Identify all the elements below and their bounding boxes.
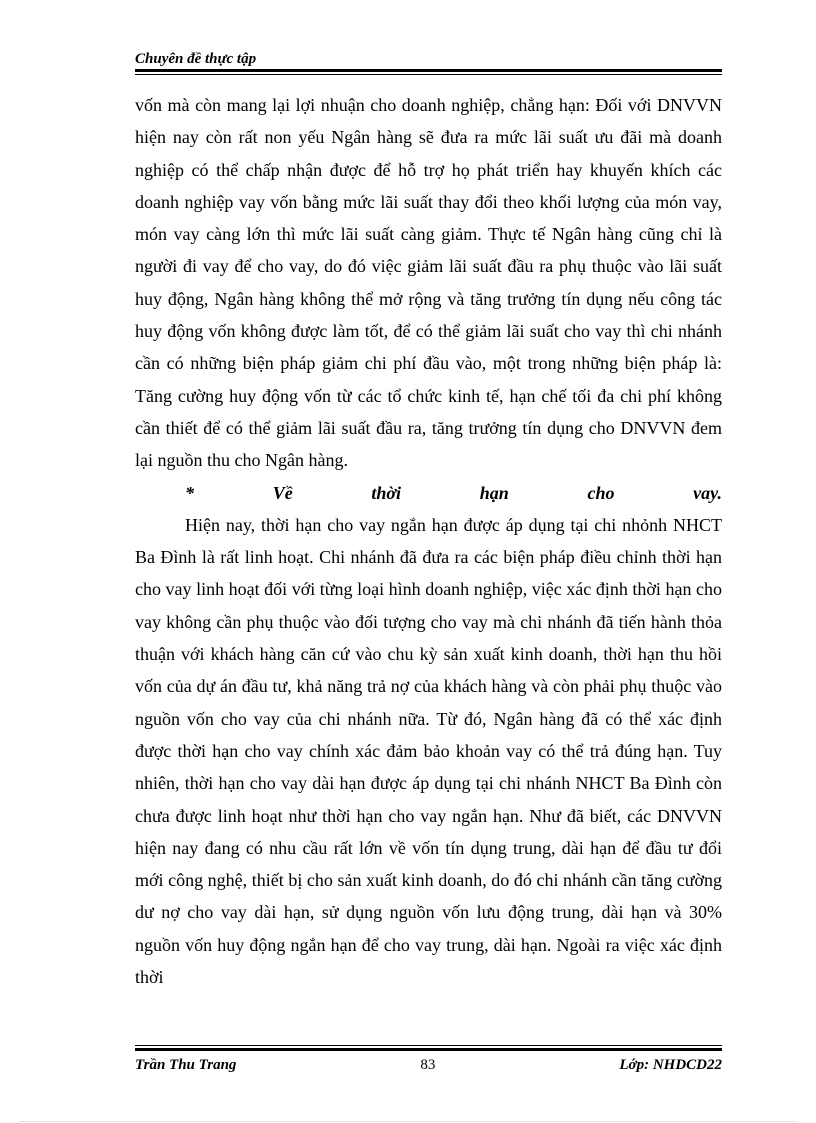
header-rule-thin — [135, 74, 722, 75]
subheading-word: thời — [371, 482, 402, 503]
paragraph-2: Hiện nay, thời hạn cho vay ngắn hạn được áp dụng tại chi nhỏnh NHCT Ba Đình là rất linh hoạt. Chi nhánh đã đưa ra các biện pháp điều chỉnh thời hạn cho vay linh hoạt đối với từng loại hình doanh nghiệp, việc xác định thời hạn cho vay không cần phụ thuộc vào đối tượng cho vay mà chi nhánh đã tiến hành thỏa thuận với khách hàng căn cứ vào chu kỳ sản xuất kinh doanh, thời hạn thu hồi vốn của dự án đầu tư, khả năng trả nợ của khách hàng và còn phải phụ thuộc vào nguồn vốn cho vay của chi nhánh nữa. Từ đó, Ngân hàng đã có thể xác định được thời hạn cho vay chính xác đảm bảo khoản vay có thể trả đúng hạn. Tuy nhiên, thời hạn cho vay dài hạn được áp dụng tại chi nhánh NHCT Ba Đình còn chưa được linh hoạt như thời hạn cho vay ngắn hạn. Như đã biết, các DNVVN hiện nay đang có nhu cầu rất lớn về vốn tín dụng trung, dài hạn để đầu tư đổi mới công nghệ, thiết bị cho sản xuất kinh doanh, do đó chi nhánh cần tăng cường dư nợ cho vay dài hạn, sử dụng nguồn vốn lưu động trung, dài hạn và 30% nguồn vốn huy động ngắn hạn để cho vay trung, dài hạn. Ngoài ra việc xác định thời — [135, 514, 722, 988]
footer-author: Trần Thu Trang — [135, 1057, 237, 1073]
footer-rule-thick — [135, 1048, 722, 1051]
subheading-word: * — [185, 482, 194, 503]
header-title: Chuyên đề thực tập — [135, 51, 257, 67]
subheading-word: vay. — [693, 482, 722, 503]
body-text — [135, 89, 722, 993]
page-number: 83 — [420, 1057, 436, 1073]
footer-rule-thin — [135, 1045, 722, 1046]
subheading-word: hạn — [479, 482, 509, 503]
paragraph-1: vốn mà còn mang lại lợi nhuận cho doanh nghiệp, chẳng hạn: Đối với DNVVN hiện nay còn rất non yếu Ngân hàng sẽ đưa ra mức lãi suất ưu đãi mà doanh nghiệp có thể chấp nhận được để hỗ trợ họ phát triển hay khuyến khích các doanh nghiệp vay vốn bằng mức lãi suất thay đổi theo khối lượng của món vay, món vay càng lớn thì mức lãi suất càng giảm. Thực tế Ngân hàng cũng chỉ là người đi vay để cho vay, do đó việc giảm lãi suất đầu ra phụ thuộc vào lãi suất huy động, Ngân hàng không thể mở rộng và tăng trưởng tín dụng nếu công tác huy động vốn không được làm tốt, để có thể giảm lãi suất cho vay thì chi nhánh cần có những biện pháp giảm chi phí đầu vào, một trong những biện pháp là: Tăng cường huy động vốn từ các tổ chức kinh tế, hạn chế tối đa chi phí không cần thiết để có thể giảm lãi suất đầu ra, tăng trưởng tín dụng cho DNVVN đem lại nguồn thu cho Ngân hàng. — [135, 95, 722, 471]
subheading-word: Về — [272, 482, 293, 503]
footer-row — [135, 1056, 722, 1074]
section-subheading — [135, 477, 722, 509]
subheading-word: cho — [587, 482, 615, 503]
footer-class: Lớp: NHDCD22 — [619, 1057, 722, 1073]
header-rule-thick — [135, 69, 722, 72]
page-footer — [135, 1045, 722, 1074]
page-edge-dotted-line — [20, 1121, 796, 1122]
page-header — [135, 50, 722, 75]
